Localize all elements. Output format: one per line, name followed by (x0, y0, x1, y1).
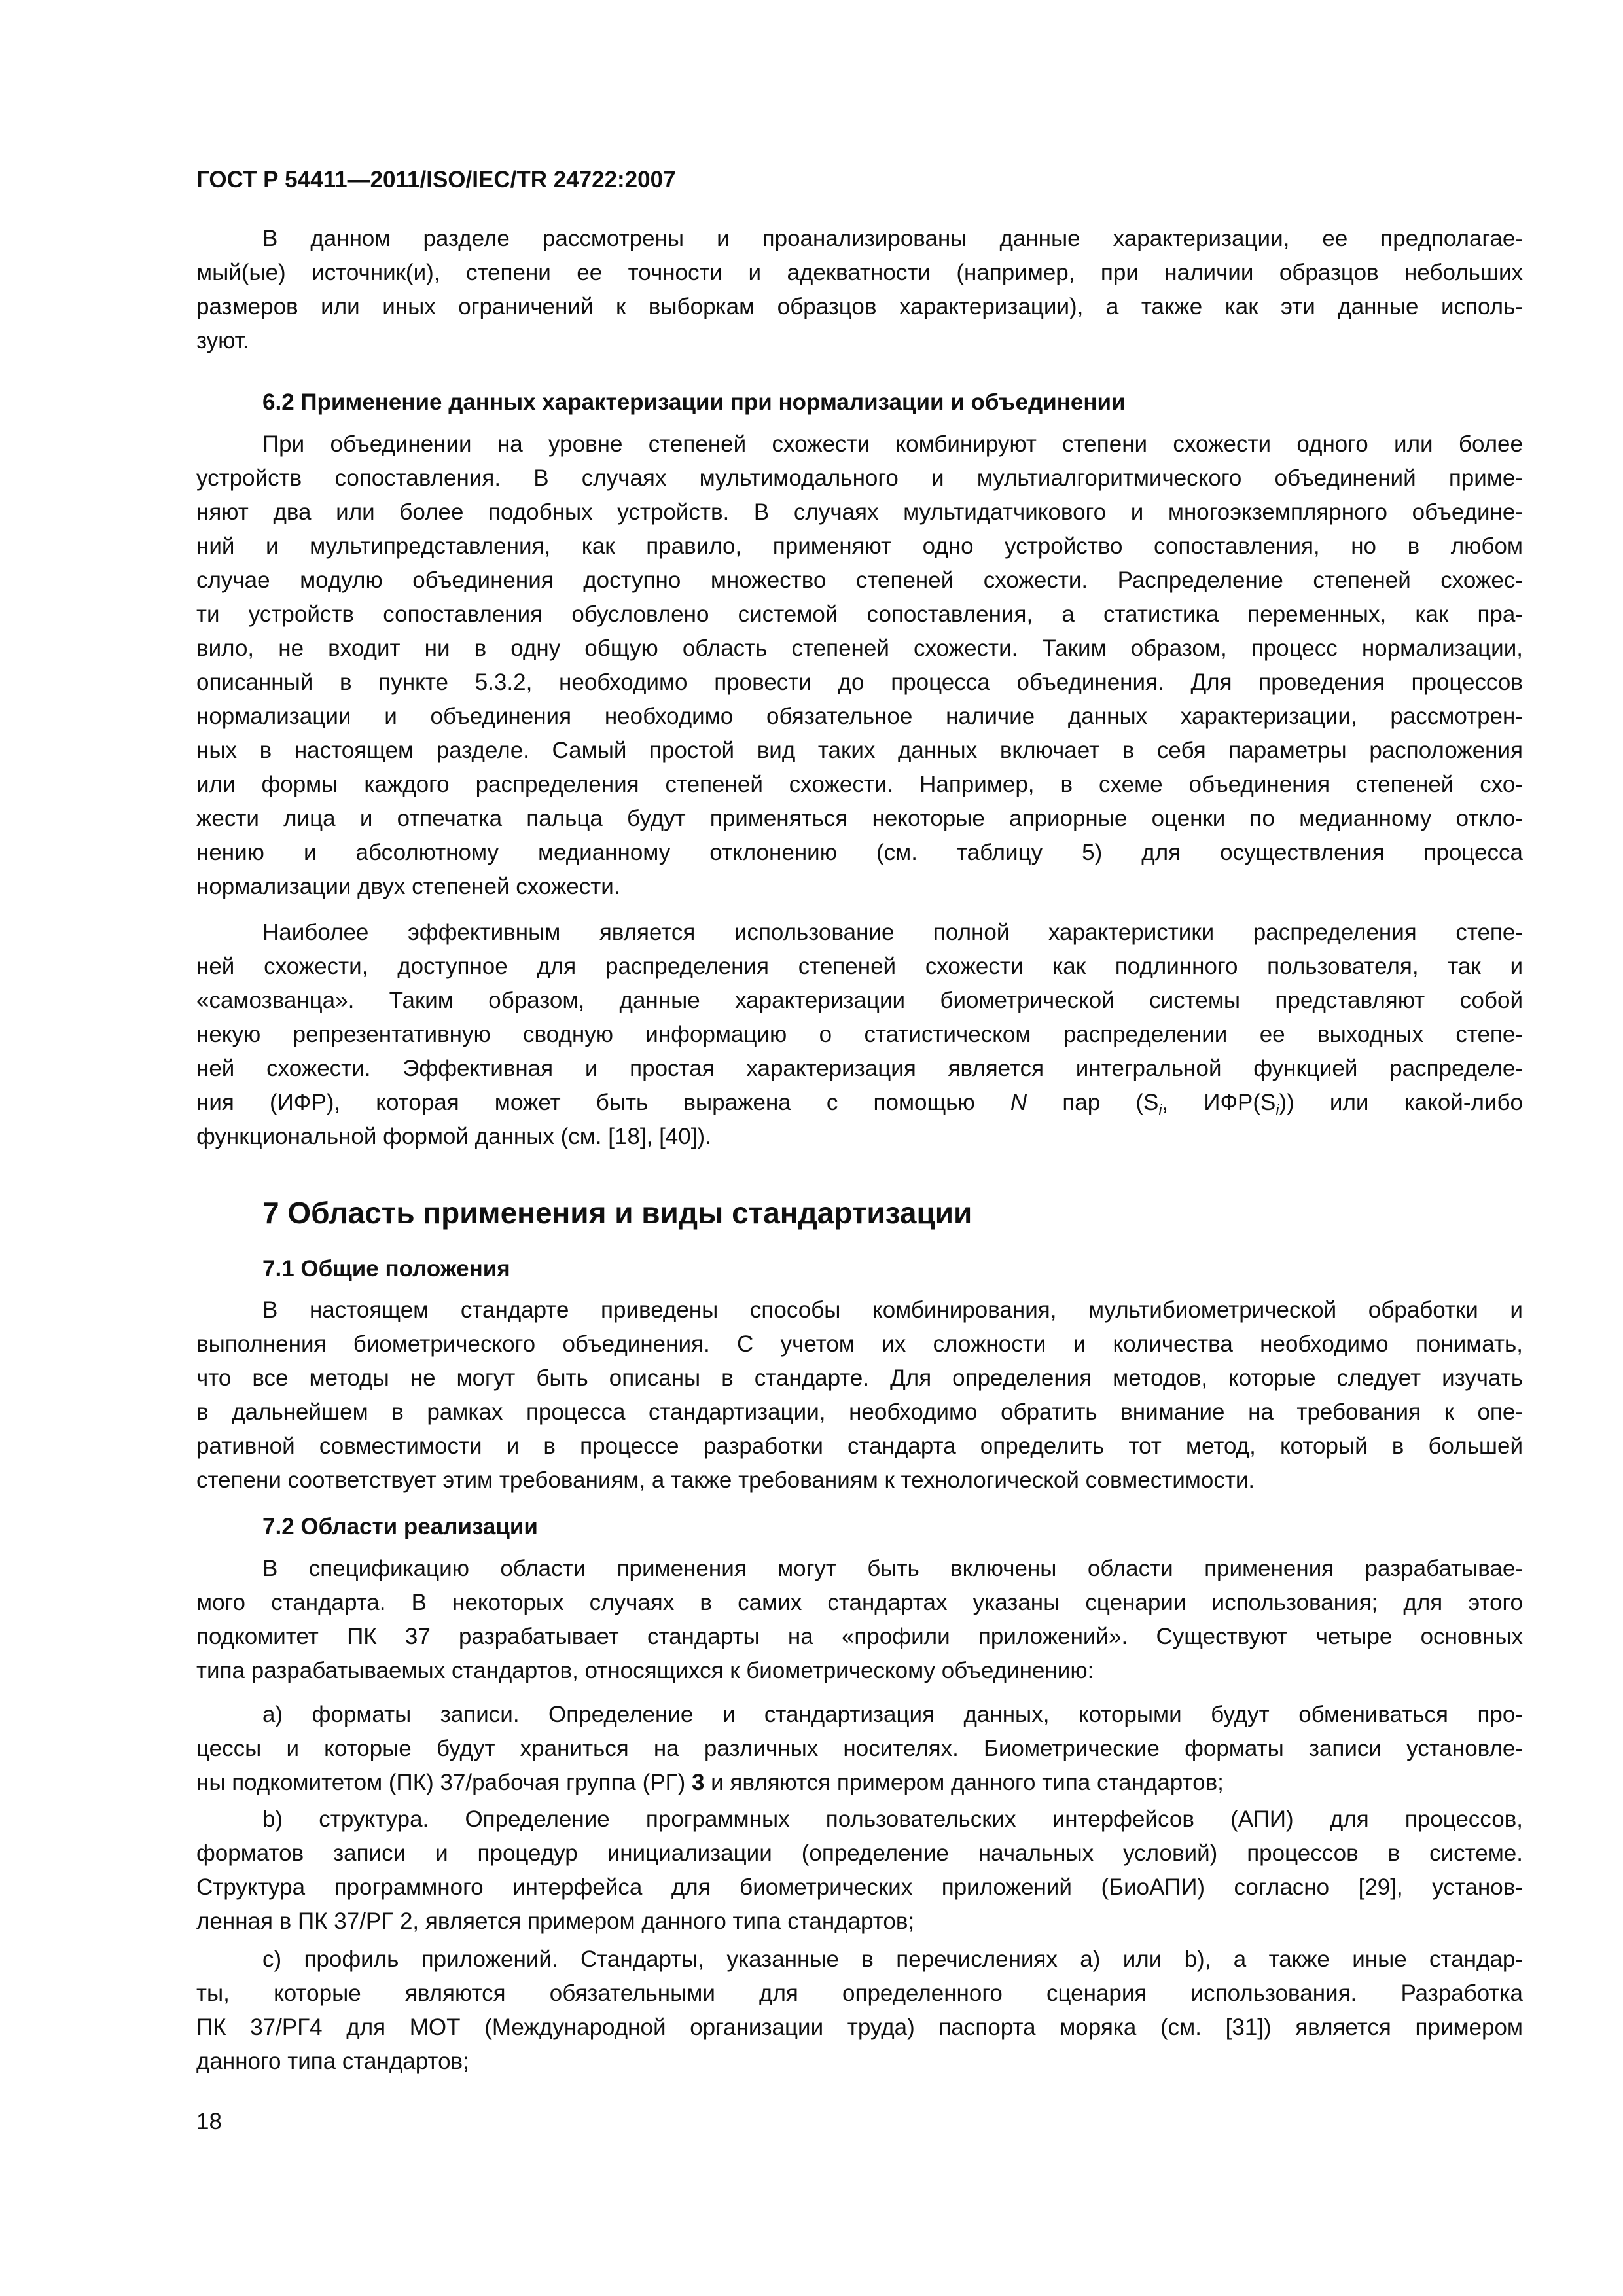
text-line: няют два или более подобных устройств. В случаях мультидатчикового и многоэкземплярного объедине- (196, 499, 1523, 525)
text-line: форматов записи и процедур инициализации (определение начальных условий) процессов в системе. (196, 1840, 1523, 1866)
text-segment: N (1010, 1090, 1027, 1115)
text-line: а) форматы записи. Определение и стандартизация данных, которыми будут обмениваться про- (262, 1702, 1523, 1727)
text-line: или формы каждого распределения степеней схожести. Например, в схеме объединения степеней схо- (196, 772, 1523, 797)
paragraph (196, 916, 1523, 1154)
text-line: В настоящем стандарте приведены способы комбинирования, мультибиометрической обработки и (262, 1297, 1523, 1323)
text-line: «самозванца». Таким образом, данные характеризации биометрической системы представляют собой (196, 988, 1523, 1013)
text-segment: , ИФР(S (1162, 1090, 1276, 1115)
text-line: ней схожести, доступное для распределения степеней схожести как подлинного пользователя, так и (196, 954, 1523, 979)
text-line: цессы и которые будут храниться на различных носителях. Биометрические форматы записи установле- (196, 1736, 1523, 1761)
subsection-heading-7-2: 7.2 Области реализации (262, 1514, 538, 1539)
text-line: ПК 37/РГ4 для МОТ (Международной организации труда) паспорта моряка (см. [31]) является примером (196, 2015, 1523, 2040)
text-line: При объединении на уровне степеней схожести комбинируют степени схожести одного или более (262, 431, 1523, 457)
section-heading-7: 7 Область применения и виды стандартизации (262, 1196, 972, 1230)
text-line: ративной совместимости и в процессе разработки стандарта определить тот метод, который в большей (196, 1433, 1523, 1459)
text-line: подкомитет ПК 37 разрабатывает стандарты на «профили приложений». Существуют четыре основных (196, 1624, 1523, 1649)
text-segment: i (1158, 1102, 1162, 1119)
page-number: 18 (196, 2109, 222, 2134)
text-segment: пар (S (1027, 1090, 1159, 1115)
text-line: нению и абсолютному медианному отклонению (см. таблицу 5) для осуществления процесса (196, 840, 1523, 865)
text-segment: ны подкомитетом (ПК) 37/рабочая группа (РГ) (196, 1770, 692, 1795)
subsection-heading-7-1: 7.1 Общие положения (262, 1256, 510, 1282)
text-line: c) профиль приложений. Стандарты, указанные в перечислениях а) или b), а также иные стандар- (262, 1946, 1523, 1972)
text-segment: и являются примером данного типа стандартов; (704, 1770, 1224, 1795)
paragraph (196, 1293, 1523, 1498)
text-line: типа разрабатываемых стандартов, относящихся к биометрическому объединению: (196, 1658, 1094, 1683)
text-line: функциональной формой данных (см. [18], [40]). (196, 1124, 711, 1149)
text-line: описанный в пункте 5.3.2, необходимо провести до процесса объединения. Для проведения процессов (196, 670, 1523, 695)
text-line: ты, которые являются обязательными для определенного сценария использования. Разработка (196, 1981, 1523, 2006)
text-line: степени соответствует этим требованиям, а также требованиям к технологической совместимости. (196, 1467, 1255, 1493)
text-line: Наиболее эффективным является использование полной характеристики распределения степе- (262, 920, 1523, 945)
text-line: выполнения биометрического объединения. С учетом их сложности и количества необходимо понимать, (196, 1331, 1523, 1357)
text-line: вило, не входит ни в одну общую область степеней схожести. Таким образом, процесс нормализации, (196, 636, 1523, 661)
text-segment: i (1275, 1102, 1279, 1119)
text-line: ных в настоящем разделе. Самый простой вид таких данных включает в себя параметры расположения (196, 738, 1523, 763)
text-line: что все методы не могут быть описаны в стандарте. Для определения методов, которые следует изучать (196, 1365, 1523, 1391)
document-header: ГОСТ Р 54411—2011/ISO/IEC/TR 24722:2007 (196, 167, 676, 192)
text-line: В данном разделе рассмотрены и проанализированы данные характеризации, ее предполагае- (262, 226, 1523, 251)
text-line: ти устройств сопоставления обусловлено системой сопоставления, а статистика переменных, как пра- (196, 601, 1523, 627)
text-line: В спецификацию области применения могут быть включены области применения разрабатывае- (262, 1556, 1523, 1581)
text-line (196, 1086, 1523, 1120)
text-segment: )) или какой-либо (1279, 1090, 1523, 1115)
text-line: данного типа стандартов; (196, 2049, 469, 2074)
subsection-heading-6-2: 6.2 Применение данных характеризации при нормализации и объединении (262, 389, 1126, 415)
text-line: ленная в ПК 37/РГ 2, является примером данного типа стандартов; (196, 1909, 915, 1934)
paragraph (196, 427, 1523, 904)
list-item-b (196, 1803, 1523, 1939)
paragraph (196, 222, 1523, 358)
text-line: зуют. (196, 328, 249, 353)
text-line: устройств сопоставления. В случаях мультимодального и мультиалгоритмического объединений приме- (196, 465, 1523, 491)
text-segment: ния (ИФР), которая может быть выражена с помощью (196, 1090, 1010, 1115)
text-line: нормализации и объединения необходимо обязательное наличие данных характеризации, рассмотрен- (196, 704, 1523, 729)
text-line: жести лица и отпечатка пальца будут применяться некоторые априорные оценки по медианному откло- (196, 806, 1523, 831)
text-line: ней схожести. Эффективная и простая характеризация является интегральной функцией распределе- (196, 1056, 1523, 1081)
text-line (196, 1766, 1523, 1800)
text-segment: 3 (691, 1770, 705, 1795)
list-item-c (196, 1943, 1523, 2079)
text-line: ний и мультипредставления, как правило, применяют одно устройство сопоставления, но в любом (196, 533, 1523, 559)
text-line: мый(ые) источник(и), степени ее точности и адекватности (например, при наличии образцов небольших (196, 260, 1523, 285)
text-line: случае модулю объединения доступно множество степеней схожести. Распределение степеней схожес- (196, 567, 1523, 593)
text-line: некую репрезентативную сводную информацию о статистическом распределении ее выходных степе- (196, 1022, 1523, 1047)
text-line: мого стандарта. В некоторых случаях в самих стандартах указаны сценарии использования; для этого (196, 1590, 1523, 1615)
text-line: размеров или иных ограничений к выборкам образцов характеризации), а также как эти данные исполь- (196, 294, 1523, 319)
paragraph (196, 1552, 1523, 1688)
text-line: b) структура. Определение программных пользовательских интерфейсов (АПИ) для процессов, (262, 1806, 1523, 1832)
text-line: в дальнейшем в рамках процесса стандартизации, необходимо обратить внимание на требования к опе- (196, 1399, 1523, 1425)
text-line: Структура программного интерфейса для биометрических приложений (БиоАПИ) согласно [29], установ- (196, 1874, 1523, 1900)
list-item-a (196, 1698, 1523, 1800)
text-line: нормализации двух степеней схожести. (196, 874, 620, 899)
